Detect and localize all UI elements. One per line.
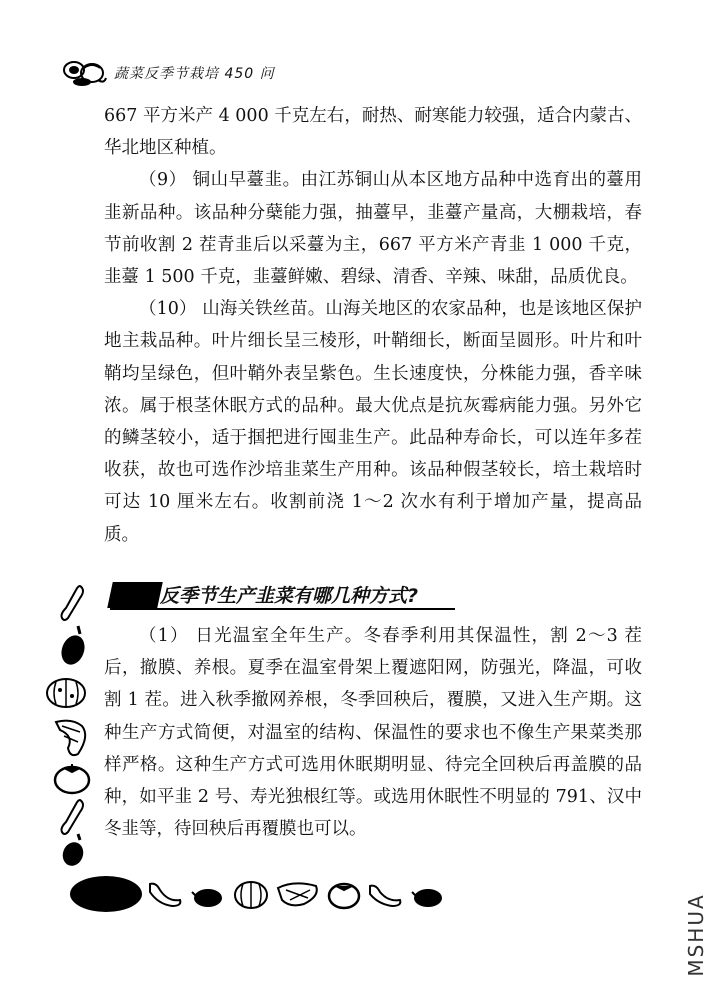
vegetable-margin-decoration [40, 584, 100, 864]
running-header-title: 蔬菜反季节栽培 450 问 [114, 66, 275, 82]
tomato-icon [52, 760, 92, 796]
vegetable-cluster-icon [62, 58, 108, 88]
paragraph: 667 平方米产 4 000 千克左右，耐热、耐寒能力较强，适合内蒙古、华北地区种植。 [104, 106, 642, 159]
eggplant-icon [56, 624, 90, 668]
eggplant-icon [56, 832, 90, 868]
leaf-blob-icon [70, 876, 142, 912]
section-heading-text: 反季节生产韭菜有哪几种方式? [160, 585, 419, 607]
pumpkin-icon [235, 882, 267, 908]
pepper-icon [52, 716, 92, 760]
paragraph: （10） 山海关铁丝苗。山海关地区的农家品种，也是该地区保护地主栽品种。叶片细长呈三棱形，叶鞘细长，断面呈圆形。叶片和叶鞘均呈绿色，但叶鞘外表呈紫色。生长速度快，分株能力强，香辛味浓。属于根茎休眠方式的品种。最大优点是抗灰霉病能力强。另外它的鳞茎较小，适于掴把进行囤韭生产。此品种寿命长，可以连年多茬收获，故也可选作沙培韭菜生产用种。该品种假茎较长，培土栽培时可达 10 厘米左右。收割前浇 1～2 次水有利于增加产量，提高品质。 [104, 299, 642, 545]
pepper-icon [278, 883, 317, 905]
watermark [684, 880, 708, 990]
cucumber-icon [150, 884, 180, 906]
page-header [62, 58, 275, 88]
body-text-top [104, 100, 642, 551]
watermark-text: MSHUA [684, 893, 708, 977]
body-text-bottom [104, 620, 642, 845]
footer-vegetable-band [68, 870, 448, 915]
tomato-icon [329, 884, 359, 908]
pumpkin-icon [44, 674, 88, 710]
cucumber-icon [58, 584, 88, 624]
paragraph: （1） 日光温室全年生产。冬春季利用其保温性，割 2～3 茬后，撤膜、养根。夏季在温室骨架上覆遮阳网，防强光，降温，可收割 1 茬。进入秋季撤网养根，冬季回秧后，覆膜，又进入生产期。这种生产方式简便，对温室的结构、保温性的要求也不像生产果菜类那样严格。这种生产方式可选用休眠期明显、待完全回秧后再盖膜的品种，如平韭 2 号、寿光独根红等。或选用休眠性不明显的 791、汉中冬韭等，待回秧后再覆膜也可以。 [104, 626, 642, 840]
eggplant-icon [192, 889, 222, 907]
eggplant-icon [412, 889, 442, 907]
heading-underline [110, 608, 455, 610]
paragraph: （9） 铜山早薹韭。由江苏铜山从本区地方品种中选育出的薹用韭新品种。该品种分蘖能力强，抽薹早，韭薹产量高，大棚栽培，春节前收割 2 茬青韭后以采薹为主，667 平方米产青韭 1 000 千克，韭薹 1 500 千克，韭薹鲜嫩、碧绿、清香、辛辣、味甜，品质优良。 [104, 170, 642, 288]
section-heading [110, 578, 470, 612]
cucumber-icon [370, 886, 400, 906]
heading-marker-box [107, 582, 163, 608]
